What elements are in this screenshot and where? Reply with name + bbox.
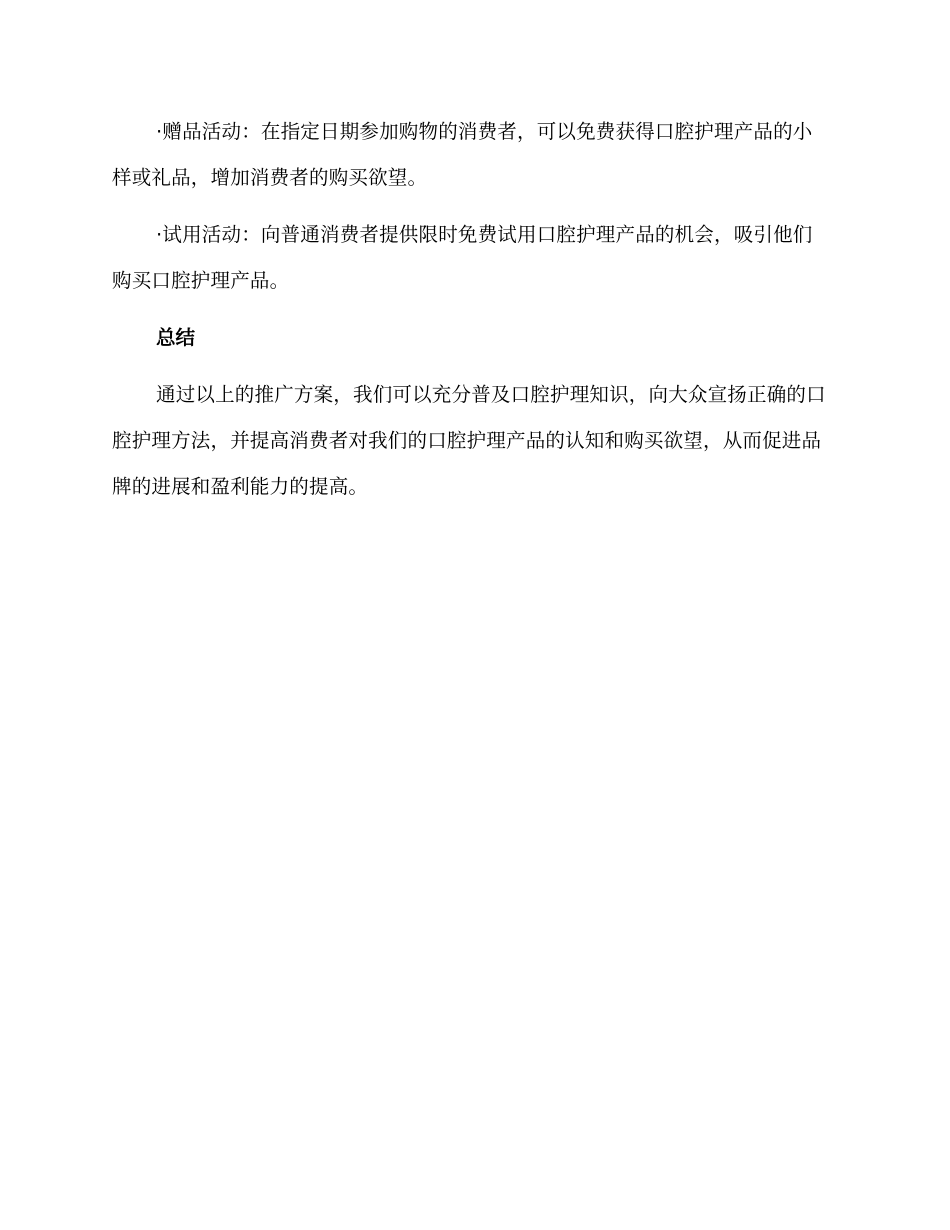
bullet-gift-activity: ·赠品活动：在指定日期参加购物的消费者，可以免费获得口腔护理产品的小样或礼品，增加消费者的购买欲望。 xyxy=(112,120,813,189)
bullet-trial-activity: ·试用活动：向普通消费者提供限时免费试用口腔护理产品的机会，吸引他们购买口腔护理产品。 xyxy=(112,223,813,292)
summary-paragraph: 通过以上的推广方案，我们可以充分普及口腔护理知识，向大众宣扬正确的口腔护理方法，并提高消费者对我们的口腔护理产品的认知和购买欲望，从而促进品牌的进展和盈利能力的提高。 xyxy=(112,383,826,498)
document-body xyxy=(112,109,832,521)
summary-heading: 总结 xyxy=(156,326,196,349)
